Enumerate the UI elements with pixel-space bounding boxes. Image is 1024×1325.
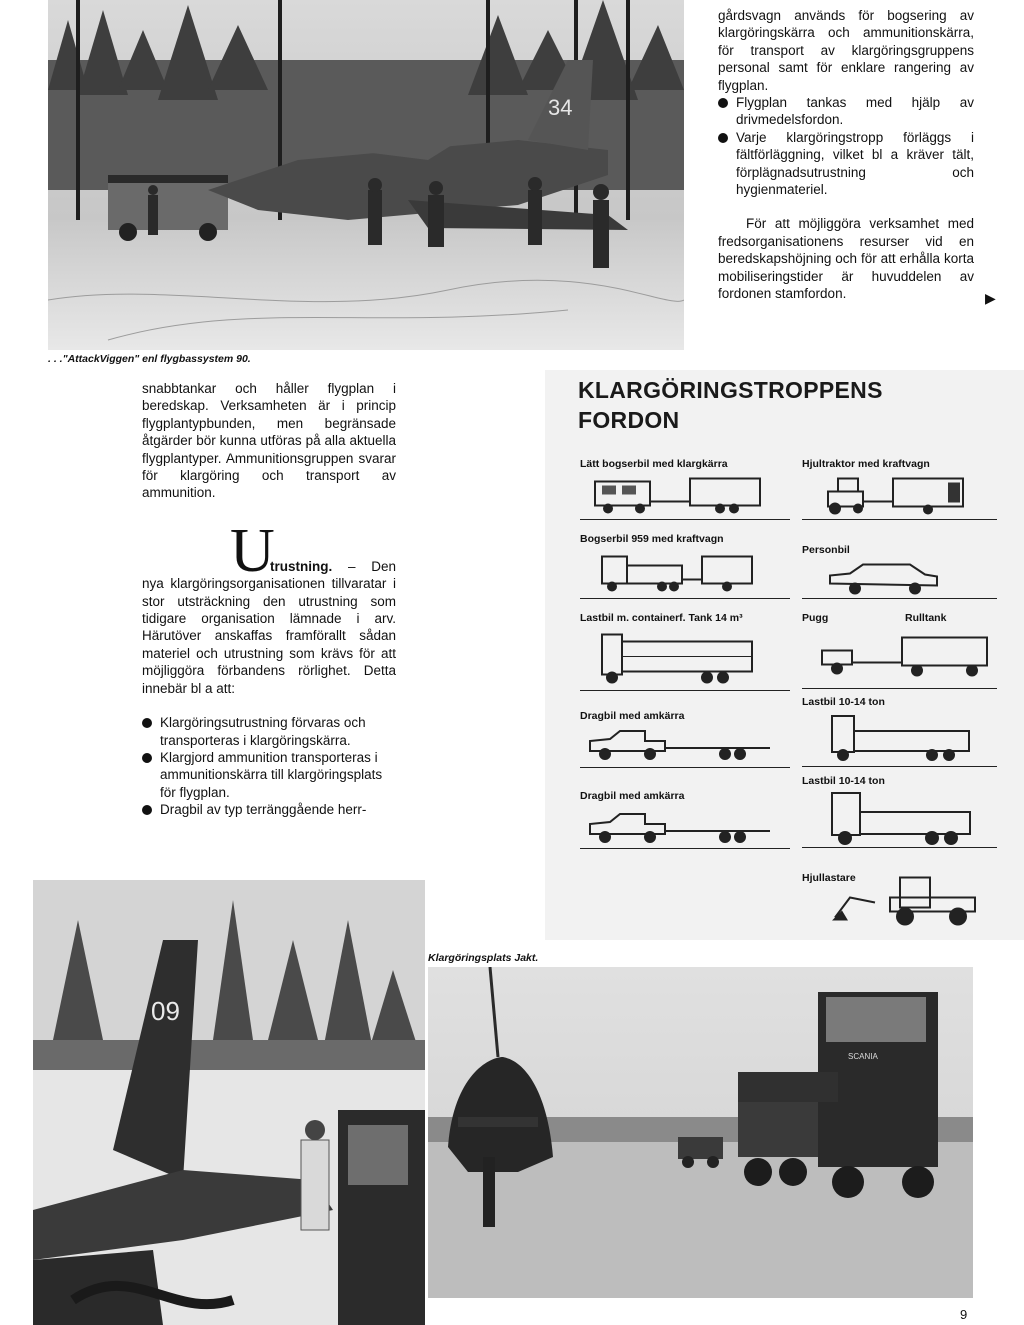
bottom-photo-caption: Klargöringsplats Jakt. bbox=[428, 952, 539, 964]
page-number: 9 bbox=[960, 1307, 968, 1322]
label-hjullastare: Hjullastare bbox=[802, 872, 856, 884]
right-para-2 bbox=[718, 215, 974, 302]
truck-10-14-ton-icon bbox=[827, 712, 977, 764]
truck-10-14-ton-cabover-icon bbox=[827, 790, 977, 850]
utrustning-section bbox=[142, 516, 396, 697]
section-lead-word: trustning. bbox=[270, 558, 333, 574]
jeep-with-trailer-icon bbox=[580, 474, 780, 519]
ground-line bbox=[802, 766, 997, 767]
right-bullet-list bbox=[718, 94, 974, 198]
container-truck-icon bbox=[597, 628, 777, 690]
right-bullet-item: Flygplan tankas med hjälp av drivmedelsfordon. bbox=[718, 94, 974, 129]
tail-number-09: 09 bbox=[151, 996, 180, 1026]
bottom-right-photo-image bbox=[428, 967, 973, 1298]
truck-brand-text: SCANIA bbox=[848, 1052, 878, 1061]
label-dragbil-b: Dragbil med amkärra bbox=[580, 790, 685, 802]
passenger-car-icon bbox=[825, 560, 945, 598]
ground-line bbox=[802, 519, 997, 520]
ground-line bbox=[580, 690, 790, 691]
right-para-1: gårdsvagn används för bogsering av klargöringskärra och ammunitionskärra, för transport av klargöringsgruppens personal samt för enklare rangering av flygplan. bbox=[718, 8, 974, 93]
right-column bbox=[718, 7, 974, 303]
left-para-1: snabbtankar och håller flygplan i beredskap. Verksamheten är i princip flygplantypbunden, men begränsade åtgärder bör kunna utföras på alla aktuella flygplantyper. Ammunitionsgruppen svarar för klargöring och transport av ammunition. bbox=[142, 381, 396, 501]
tow-vehicle-with-ammo-cart-icon bbox=[585, 725, 785, 767]
right-para-2-text: För att möjliggöra verksamhet med fredsorganisationens resurser vid en beredskapshöjning och för att erhålla korta mobiliseringstider är huvuddelen av fordonen stamfordon. bbox=[718, 216, 974, 302]
vehicle-panel bbox=[545, 370, 1024, 940]
pugg-and-rulltank-icon bbox=[807, 630, 997, 685]
panel-title-line-2: FORDON bbox=[578, 407, 680, 433]
ground-line bbox=[580, 767, 790, 768]
label-latt-bogserbil: Lätt bogserbil med klargkärra bbox=[580, 458, 728, 470]
left-bullet-item: Dragbil av typ terränggående herr- bbox=[142, 801, 396, 818]
continue-arrow-icon: ▶ bbox=[985, 290, 996, 306]
right-bullet-item: Varje klargöringstropp förläggs i fältförläggning, vilket bl a kräver tält, förplägnadsutrustning och hygienmateriel. bbox=[718, 129, 974, 199]
label-rulltank: Rulltank bbox=[905, 612, 947, 624]
left-bullet-item: Klargöringsutrustning förvaras och transporteras i klargöringskärra. bbox=[142, 714, 396, 749]
ground-line bbox=[580, 848, 790, 849]
top-photo-caption: . . ."AttackViggen" enl flygbassystem 90. bbox=[48, 353, 251, 365]
ground-line bbox=[580, 598, 790, 599]
wheel-loader-icon bbox=[830, 870, 990, 930]
label-hjultraktor: Hjultraktor med kraftvagn bbox=[802, 458, 930, 470]
towing-truck-with-wagon-icon bbox=[597, 550, 797, 598]
label-pugg: Pugg bbox=[802, 612, 829, 624]
ground-line bbox=[580, 519, 790, 520]
bottom-left-photo bbox=[33, 880, 425, 1325]
left-para-2-text: – Den nya klargöringsorganisationen tillvaratar i stor utsträckning den utrustning som tidigare organisation lämnade i arv. Härutöver anskaffas framförallt sådan materiel och utrustning som krävs för att möjliggöra förbandens rörlighet. Detta innebär bl a att: bbox=[142, 558, 396, 696]
top-photo-image bbox=[48, 0, 684, 350]
left-bullet-list bbox=[142, 714, 396, 818]
tractor-with-power-wagon-icon bbox=[813, 474, 993, 519]
label-lastbil-10-14-b: Lastbil 10-14 ton bbox=[802, 775, 885, 787]
tow-vehicle-with-ammo-cart-icon bbox=[585, 808, 785, 850]
label-dragbil-a: Dragbil med amkärra bbox=[580, 710, 685, 722]
drop-cap: U bbox=[230, 516, 275, 585]
left-column bbox=[142, 380, 396, 819]
tail-number-34: 34 bbox=[548, 95, 573, 120]
label-bogserbil-959: Bogserbil 959 med kraftvagn bbox=[580, 533, 724, 545]
ground-line bbox=[802, 847, 997, 848]
ground-line bbox=[802, 598, 997, 599]
bottom-left-photo-image bbox=[33, 880, 425, 1325]
label-lastbil-container: Lastbil m. containerf. Tank 14 m³ bbox=[580, 612, 743, 624]
bottom-right-photo bbox=[428, 967, 973, 1298]
left-bullet-item: Klargjord ammunition transporteras i ammunitionskärra till klargöringsplats för flygplan. bbox=[142, 749, 396, 801]
top-photo-viggen bbox=[48, 0, 684, 350]
panel-title-line-1: KLARGÖRINGSTROPPENS bbox=[578, 377, 883, 403]
ground-line bbox=[802, 688, 997, 689]
label-personbil: Personbil bbox=[802, 544, 850, 556]
label-lastbil-10-14-a: Lastbil 10-14 ton bbox=[802, 696, 885, 708]
